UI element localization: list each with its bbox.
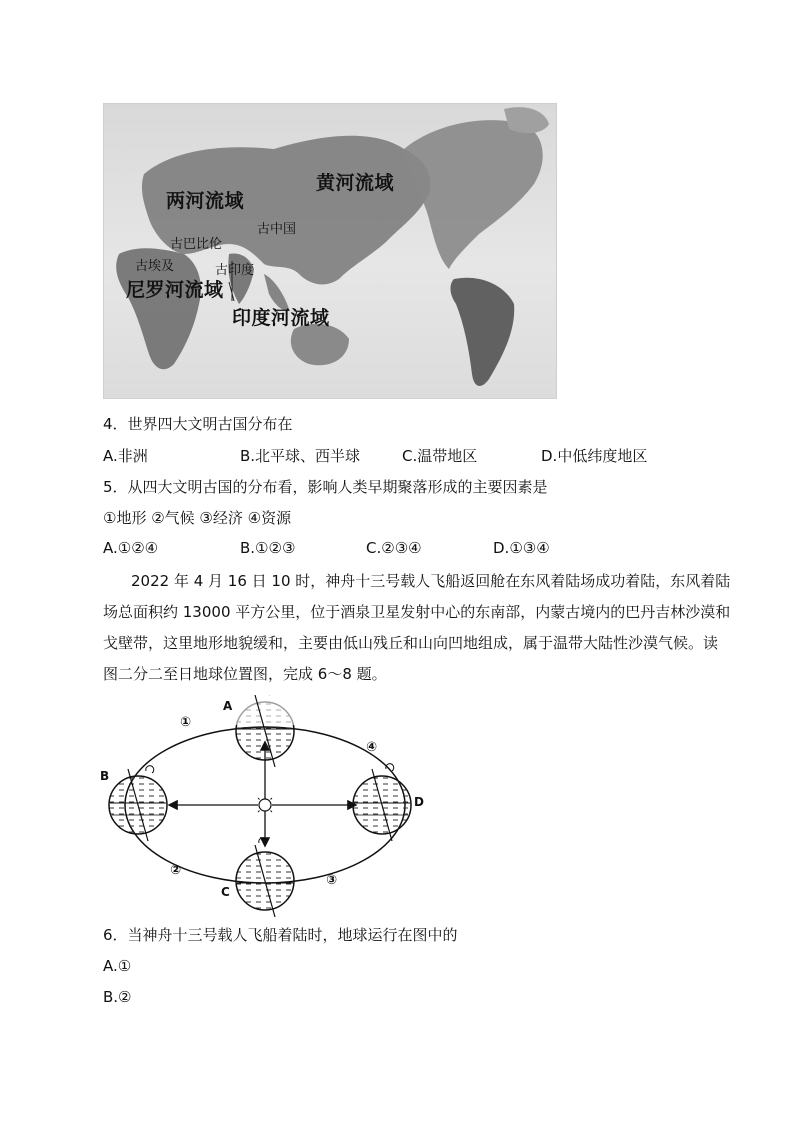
passage-line-1: 2022 年 4 月 16 日 10 时，神舟十三号载人飞船返回舱在东风着陆场成功着陆，东风着陆 — [131, 572, 731, 590]
label-gu-zhongguo: 古中国 — [257, 222, 297, 237]
q6-option-b[interactable]: B.② — [103, 988, 132, 1006]
passage-line-2: 场总面积约 13000 平方公里，位于酒泉卫星发射中心的东南部，内蒙古境内的巴丹吉林沙漠和 — [103, 603, 731, 621]
label-huang-he: 黄河流域 — [316, 172, 395, 194]
label-gu-babilun: 古巴比伦 — [170, 237, 223, 252]
q4-option-a[interactable]: A.非洲 — [103, 447, 148, 465]
q5-stem: 5．从四大文明古国的分布看，影响人类早期聚落形成的主要因素是 — [103, 478, 548, 496]
label-gu-aiji: 古埃及 — [135, 259, 175, 274]
segment-label-4: ④ — [366, 740, 378, 755]
label-yinduhe: 印度河流域 — [232, 307, 330, 329]
north-america-landmass — [404, 120, 543, 269]
earth-a — [236, 695, 294, 767]
earth-d — [353, 764, 411, 841]
q4-option-d[interactable]: D.中低纬度地区 — [541, 447, 648, 465]
q4-option-c[interactable]: C.温带地区 — [402, 447, 478, 465]
segment-label-2: ② — [170, 863, 182, 878]
greenland-landmass — [504, 107, 549, 133]
label-gu-yindu: 古印度 — [215, 263, 255, 278]
australia-landmass — [291, 324, 349, 365]
q6-option-a[interactable]: A.① — [103, 957, 132, 975]
q5-option-c[interactable]: C.②③④ — [366, 539, 422, 557]
q4-stem: 4．世界四大文明古国分布在 — [103, 415, 293, 433]
q5-option-b[interactable]: B.①②③ — [240, 539, 296, 557]
orbit-svg — [100, 695, 430, 920]
position-label-a: A — [223, 699, 233, 713]
position-label-c: C — [221, 885, 230, 899]
position-label-b: B — [100, 769, 110, 783]
segment-label-1: ① — [180, 715, 192, 730]
label-niluo: 尼罗河流域 — [126, 279, 224, 301]
ancient-civilizations-map — [103, 103, 557, 399]
position-label-d: D — [414, 795, 424, 809]
label-liang-he: 两河流域 — [166, 190, 245, 212]
q4-option-b[interactable]: B.北平球、西半球 — [240, 447, 361, 465]
passage-line-3: 戈壁带，这里地形地貌缓和，主要由低山残丘和山向凹地组成，属于温带大陆性沙漠气候。读 — [103, 634, 719, 652]
earth-b — [109, 766, 167, 841]
q5-factors: ①地形 ②气候 ③经济 ④资源 — [103, 509, 292, 527]
q5-option-d[interactable]: D.①③④ — [493, 539, 550, 557]
south-america-landmass — [450, 278, 514, 386]
earth-orbit-diagram — [100, 695, 430, 920]
q5-option-a[interactable]: A.①②④ — [103, 539, 159, 557]
passage-line-4: 图二分二至日地球位置图，完成 6～8 题。 — [103, 665, 387, 683]
q6-stem: 6．当神舟十三号载人飞船着陆时，地球运行在图中的 — [103, 926, 458, 944]
earth-c — [236, 838, 294, 917]
segment-label-3: ③ — [326, 873, 338, 888]
